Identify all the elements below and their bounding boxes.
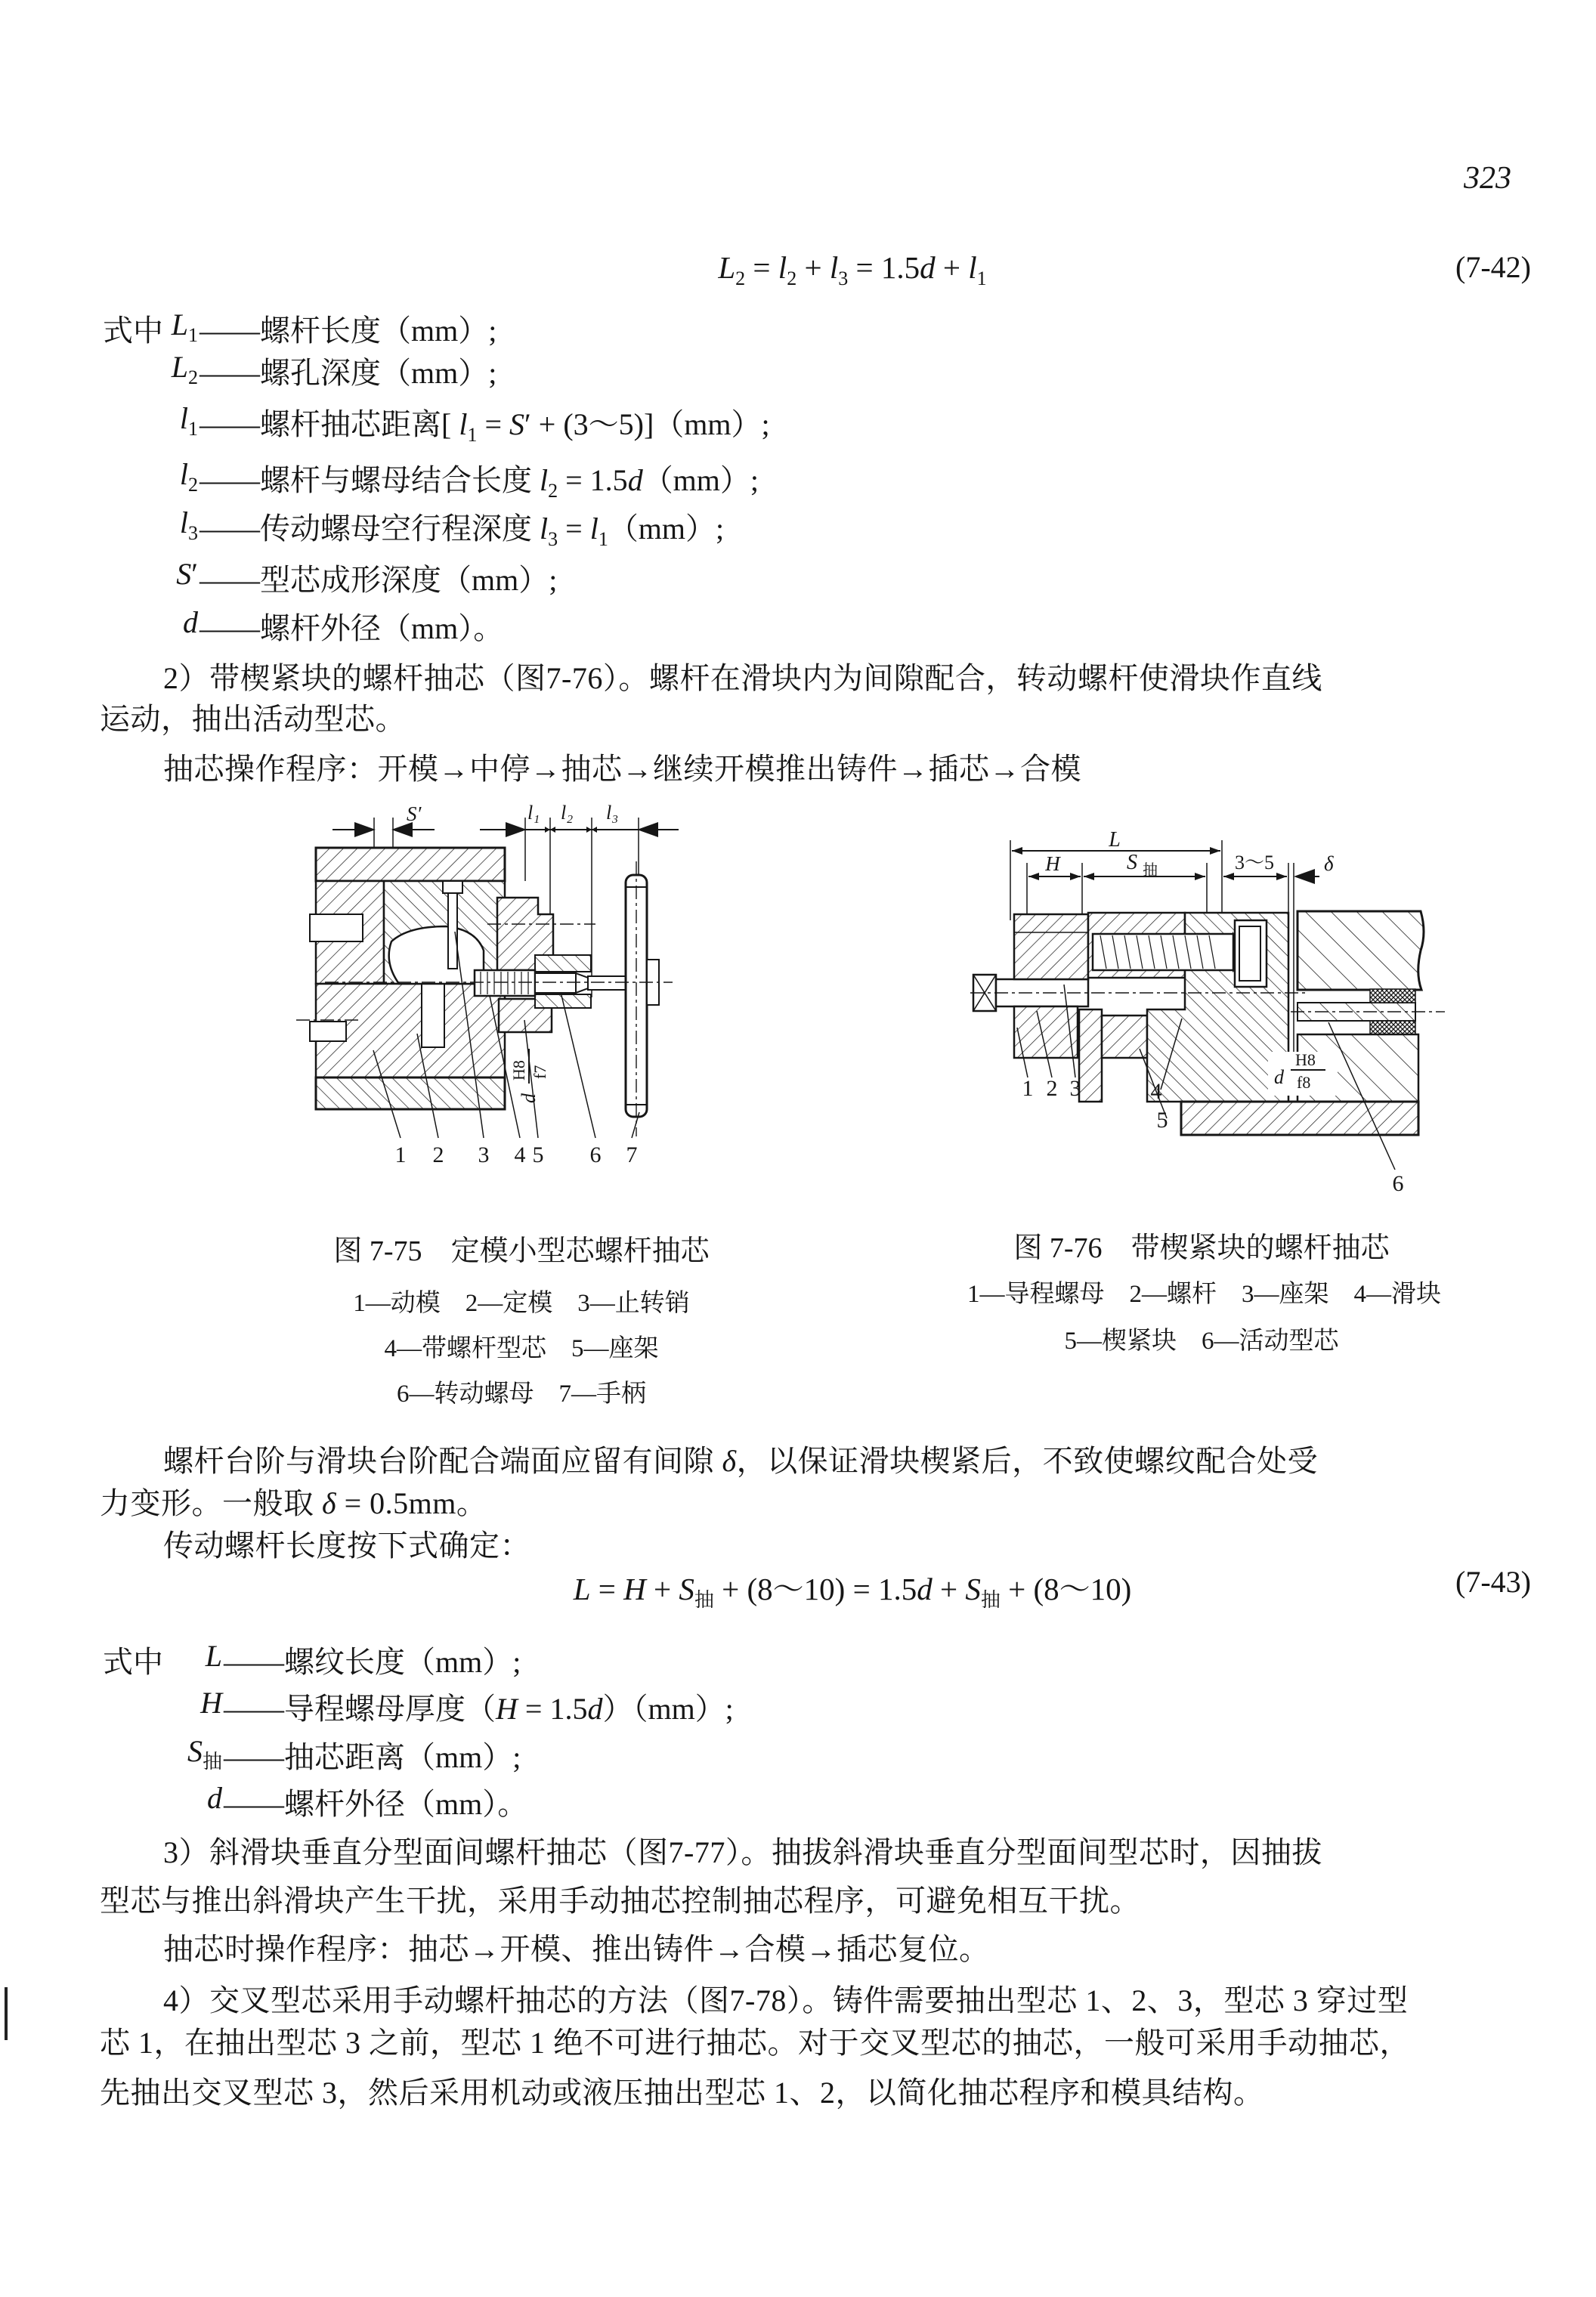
- where2-def-2: ——导程螺母厚度（H = 1.5d）（mm）;: [224, 1692, 734, 1726]
- figure-7-75-drawing: [295, 799, 733, 1226]
- fig76-part-1: 1: [1022, 1076, 1034, 1101]
- paragraph-4-line-1: 4）交叉型芯采用手动螺杆抽芯的方法（图7-78）。铸件需要抽出型芯 1、2、3，型芯 3 穿过型: [163, 1983, 1409, 2017]
- fig75-fit-label: [509, 1049, 549, 1103]
- where2-term-2: H: [200, 1686, 222, 1720]
- fig76-dim-S-label: S: [1127, 851, 1137, 874]
- fig75-dim-l3-label: l₃: [606, 802, 619, 824]
- fig76-part-2: 2: [1046, 1076, 1058, 1101]
- where1-def-7: ——螺杆外径（mm）。: [200, 611, 504, 645]
- where2-term-3: $S_抽$: [187, 1734, 222, 1773]
- fig75-part-4: 4: [514, 1142, 526, 1167]
- fig76-fit-d: d: [1274, 1066, 1284, 1088]
- fig75-legend-line-3: 6—转动螺母 7—手柄: [397, 1380, 646, 1408]
- where1-term-1: $L_1$: [171, 308, 198, 346]
- fig75-part-7: 7: [626, 1142, 638, 1167]
- fig76-dim-range-label: 3～5: [1234, 852, 1275, 873]
- where1-term-7: d: [183, 605, 198, 639]
- where2-def-3: ——抽芯距离（mm）;: [224, 1740, 521, 1774]
- fig75-dim-l1-label: l₁: [527, 802, 540, 824]
- where1-prefix: 式中: [103, 314, 163, 348]
- where1-def-6: ——型芯成形深度（mm）;: [200, 563, 558, 597]
- scan-artifact-line: [5, 1987, 8, 2040]
- fig76-dim-delta-label: δ: [1324, 852, 1334, 875]
- paragraph-4-line-2: 芯 1，在抽出型芯 3 之前，型芯 1 绝不可进行抽芯。对于交叉型芯的抽芯，一般可采用手动抽芯，: [100, 2026, 1410, 2060]
- fig75-part-3: 3: [478, 1142, 490, 1167]
- where1-def-5: ——传动螺母空行程深度 $l_3 = l_1(mm)$;: [200, 512, 725, 550]
- fig76-caption-title: 带楔紧块的螺杆抽芯: [1130, 1232, 1390, 1264]
- equation-7-43-tag: (7-43): [1455, 1565, 1531, 1599]
- figure-7-76-drawing: [967, 830, 1451, 1226]
- paragraph-2-line-1: 2）带楔紧块的螺杆抽芯（图7-76）。螺杆在滑块内为间隙配合，转动螺杆使滑块作直线: [163, 661, 1322, 695]
- equation-7-43: [174, 1564, 1531, 1612]
- fig76-caption-label: 图 7-76: [1013, 1232, 1103, 1264]
- paragraph-2-line-2: 运动，抽出活动型芯。: [100, 702, 406, 736]
- where1-term-4: $l_2$: [179, 457, 198, 496]
- fig76-legend-line-2: 5—楔紧块 6—活动型芯: [1064, 1328, 1339, 1355]
- where1-term-6: S′: [176, 557, 198, 591]
- fig75-dim-s-label: S′: [407, 802, 422, 825]
- where1-def-3: ——螺杆抽芯距离[ $l_1 = S'$ + (3～5)]（mm）;: [200, 407, 770, 446]
- paragraph-delta-line-2: 力变形。一般取 δ = 0.5mm。: [100, 1486, 487, 1520]
- fig76-fit-label: [1268, 1050, 1338, 1096]
- fig75-bracket-nut-section: [497, 898, 591, 1032]
- fig76-dim-H-label: H: [1045, 852, 1060, 875]
- fig75-caption-label: 图 7-75: [333, 1235, 422, 1267]
- where2-prefix: 式中: [103, 1645, 163, 1679]
- fig75-part-6: 6: [589, 1142, 602, 1167]
- paragraph-3-line-2: 型芯与推出斜滑块产生干扰，采用手动抽芯控制抽芯程序，可避免相互干扰。: [100, 1884, 1140, 1918]
- fig75-dimension-lines: [332, 827, 679, 833]
- equation-7-42-formula: $L_2 = l_2 + l_3 = 1.5d + l_1$: [718, 250, 987, 290]
- lead-in-line: 传动螺杆长度按下式确定：: [163, 1529, 530, 1563]
- fig75-fit-d: d: [518, 1093, 540, 1103]
- paragraph-3-line-1: 3）斜滑块垂直分型面间螺杆抽芯（图7-77）。抽拔斜滑块垂直分型面间型芯时，因抽拔: [163, 1835, 1322, 1869]
- fig76-fit-den: f8: [1297, 1073, 1311, 1092]
- where1-def-4: ——螺杆与螺母结合长度 $l_2 = 1.5d(mm)$;: [200, 463, 759, 502]
- paragraph-4-line-3: 先抽出交叉型芯 3，然后采用机动或液压抽出型芯 1、2，以简化抽芯程序和模具结构。: [100, 2076, 1264, 2110]
- fig76-dim-L-label: L: [1109, 830, 1121, 852]
- fig76-part-3: 3: [1069, 1076, 1081, 1101]
- paragraph-delta-line-1: 螺杆台阶与滑块台阶配合端面应留有间隙 δ，以保证滑块楔紧后，不致使螺纹配合处受: [163, 1444, 1319, 1478]
- procedure-1: 抽芯操作程序：开模→中停→抽芯→继续开模推出铸件→插芯→合模: [163, 752, 1081, 786]
- procedure-2: 抽芯时操作程序：抽芯→开模、推出铸件→合模→插芯复位。: [163, 1932, 990, 1966]
- equation-7-43-formula: $L = H + S_抽$ + (8～10) = $1.5d + S_抽$ + (8～10): [573, 1572, 1132, 1612]
- fig75-caption-title: 定模小型芯螺杆抽芯: [450, 1235, 710, 1267]
- fig75-legend-line-2: 4—带螺杆型芯 5—座架: [384, 1335, 659, 1362]
- fig75-screw-core: [475, 970, 629, 996]
- fig75-part-1: 1: [394, 1142, 407, 1167]
- fig76-dim-S-subscript: 抽: [1143, 862, 1158, 879]
- fig75-part-5: 5: [532, 1142, 544, 1167]
- fig75-part-2: 2: [432, 1142, 444, 1167]
- fig76-part-4: 4: [1150, 1079, 1162, 1104]
- equation-7-42-tag: (7-42): [1455, 250, 1531, 284]
- fig75-part-numbers: [395, 1142, 638, 1167]
- fig76-part-6: 6: [1392, 1171, 1404, 1196]
- page-number: 323: [1464, 161, 1511, 196]
- where2-def-4: ——螺杆外径（mm）。: [224, 1787, 528, 1821]
- where1-term-2: $L_2$: [171, 350, 198, 388]
- fig76-legend-line-1: 1—导程螺母 2—螺杆 3—座架 4—滑块: [967, 1281, 1441, 1308]
- fig76-part-5: 5: [1156, 1108, 1168, 1133]
- where2-term-1: L: [205, 1639, 222, 1673]
- where1-def-2: ——螺孔深度（mm）;: [200, 356, 497, 390]
- where2-term-4: d: [207, 1781, 222, 1815]
- where1-def-1: ——螺杆长度（mm）;: [200, 314, 497, 348]
- fig75-fit-den: f7: [530, 1065, 549, 1079]
- where1-term-5: $l_3$: [179, 505, 198, 544]
- fig75-legend-line-1: 1—动模 2—定模 3—止转销: [353, 1290, 690, 1317]
- fig75-dim-l2-label: l₂: [561, 802, 574, 824]
- fig75-fit-num: H8: [509, 1060, 528, 1080]
- fig75-handle: [626, 875, 659, 1117]
- fig75-caption: [295, 1227, 748, 1269]
- equation-7-42: [174, 249, 1531, 290]
- where2-def-1: ——螺纹长度（mm）;: [224, 1645, 521, 1679]
- fig76-caption: [967, 1224, 1436, 1266]
- where1-term-3: $l_1$: [179, 401, 198, 440]
- fig76-fit-num: H8: [1295, 1050, 1316, 1069]
